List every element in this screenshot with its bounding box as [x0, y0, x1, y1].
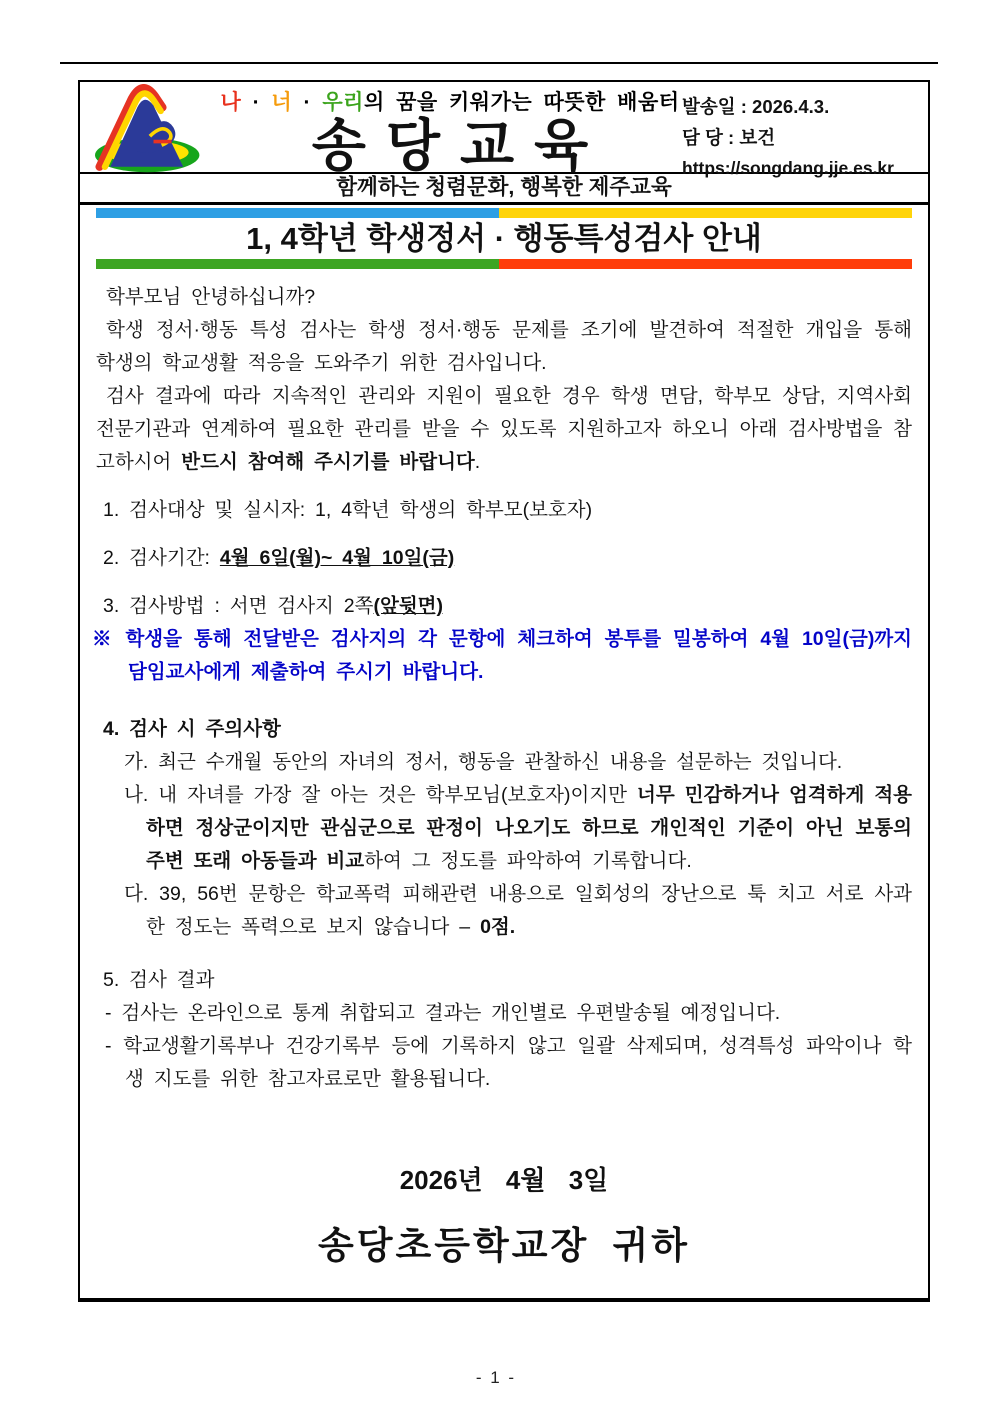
staff-in-charge-line: 담 당 : 보건 — [682, 127, 776, 148]
text-segment: (앞뒷면) — [373, 595, 443, 617]
notice-title: 1, 4학년 학생정서 · 행동특성검사 안내 — [246, 221, 762, 256]
notice-body — [80, 208, 928, 1269]
title-band-top-bar — [96, 208, 912, 218]
text-segment: 의 꿈을 키워가는 따뜻한 배움터 — [363, 91, 680, 114]
paragraph-6 — [96, 590, 912, 623]
text-segment: 0점. — [480, 916, 516, 938]
school-website-url: https://songdang.jje.es.kr — [682, 158, 894, 178]
text-segment: 너무 민감하거나 엄격하게 적용하면 정상군이지만 관심군으로 판정이 나오기도 하므로 개인적인 기준이 아닌 보통의 주변 또래 아동들과 비교 — [146, 784, 912, 872]
paragraph-14 — [105, 1030, 912, 1096]
top-bar-blue-segment — [96, 208, 499, 218]
text-segment: 학생 정서·행동 특성 검사는 학생 정서·행동 문제를 조기에 발견하여 적절한 개입을 통해 학생의 학교생활 적응을 도와주기 위한 검사입니다. — [96, 319, 912, 374]
text-segment: 검사 결과에 따라 지속적인 관리와 지원이 필요한 경우 학생 면담, 학부모 상담, 지역사회 전문기관과 연계하여 필요한 관리를 받을 수 있도록 지원하고자 하오니 아래 검사방법을 참고하시어 — [96, 385, 912, 473]
text-segment: 나. 내 자녀를 가장 잘 아는 것은 학부모님(보호자)이지만 — [124, 784, 638, 806]
text-segment: - 학교생활기록부나 건강기록부 등에 기록하지 않고 일괄 삭제되며, 성격특성 파악이나 학생 지도를 위한 참고자료로만 활용됩니다. — [105, 1035, 912, 1090]
top-rule-divider — [60, 62, 938, 64]
school-title: 송당교육 — [311, 114, 609, 177]
text-segment: . — [474, 451, 481, 473]
text-segment: 나 — [220, 91, 242, 114]
text-segment: 반드시 참여해 주시기를 바랍니다 — [181, 451, 475, 473]
paragraph-1 — [96, 281, 912, 314]
text-segment: 다. 39, 56번 문항은 학교폭력 피해관련 내용으로 일회성의 장난으로 툭 치고 서로 사과한 정도는 폭력으로 보지 않습니다 – — [124, 883, 912, 938]
top-bar-yellow-segment — [499, 208, 912, 218]
text-segment: 3. 검사방법 : 서면 검사지 2쪽 — [103, 595, 374, 617]
education-motto: 함께하는 청렴문화, 행복한 제주교육 — [80, 174, 928, 205]
paragraph-9 — [124, 746, 912, 779]
text-segment: · — [292, 91, 323, 114]
paragraph-13 — [105, 997, 912, 1030]
letterhead — [80, 82, 928, 178]
text-segment: · — [241, 91, 272, 114]
letterhead-center — [218, 82, 682, 177]
send-date-line: 발송일 : 2026.4.3. — [682, 96, 830, 117]
principal-signature: 송당초등학교장 귀하 — [318, 1225, 690, 1266]
school-slogan — [218, 86, 682, 116]
school-logo-svg — [86, 84, 212, 174]
paragraph-3 — [96, 380, 912, 479]
text-segment: 너 — [271, 91, 293, 114]
notice-paragraphs — [92, 281, 912, 1096]
paragraph-10 — [124, 779, 912, 878]
paragraph-7 — [92, 623, 912, 689]
paragraph-11 — [124, 878, 912, 944]
notice-document-frame — [78, 80, 930, 1302]
page-number: - 1 - — [475, 1368, 517, 1387]
text-segment: 5. 검사 결과 — [103, 969, 215, 991]
text-segment: 2. 검사기간: — [103, 547, 220, 569]
text-segment: 학부모님 안녕하십니까? — [106, 286, 316, 308]
school-logo-icon — [86, 82, 218, 172]
paragraph-2 — [96, 314, 912, 380]
text-segment: 우리 — [322, 91, 364, 114]
text-segment: ※ 학생을 통해 전달받은 검사지의 각 문항에 체크하여 봉투를 밀봉하여 4월 10일(금)까지 담임교사에게 제출하여 주시기 바랍니다. — [92, 628, 912, 683]
bottom-bar-red-segment — [499, 259, 912, 269]
issue-date: 2026년 4월 3일 — [399, 1165, 609, 1195]
text-segment: 4월 6일(월)~ 4월 10일(금) — [219, 547, 455, 569]
paragraph-12 — [96, 964, 912, 997]
bottom-bar-green-segment — [96, 259, 499, 269]
text-segment: 4. 검사 시 주의사항 — [103, 718, 281, 740]
text-segment: - 검사는 온라인으로 통계 취합되고 결과는 개인별로 우편발송될 예정입니다. — [105, 1002, 781, 1024]
text-segment: 가. 최근 수개월 동안의 자녀의 정서, 행동을 관찰하신 내용을 설문하는 것입니다. — [124, 751, 843, 773]
letterhead-contact-block — [682, 82, 922, 184]
text-segment: 하여 그 정도를 파악하여 기록합니다. — [364, 850, 692, 872]
paragraph-8 — [96, 713, 912, 746]
title-band-bottom-bar — [96, 259, 912, 269]
paragraph-5 — [96, 542, 912, 575]
paragraph-4 — [96, 494, 912, 527]
text-segment: 1. 검사대상 및 실시자: 1, 4학년 학생의 학부모(보호자) — [103, 499, 593, 521]
